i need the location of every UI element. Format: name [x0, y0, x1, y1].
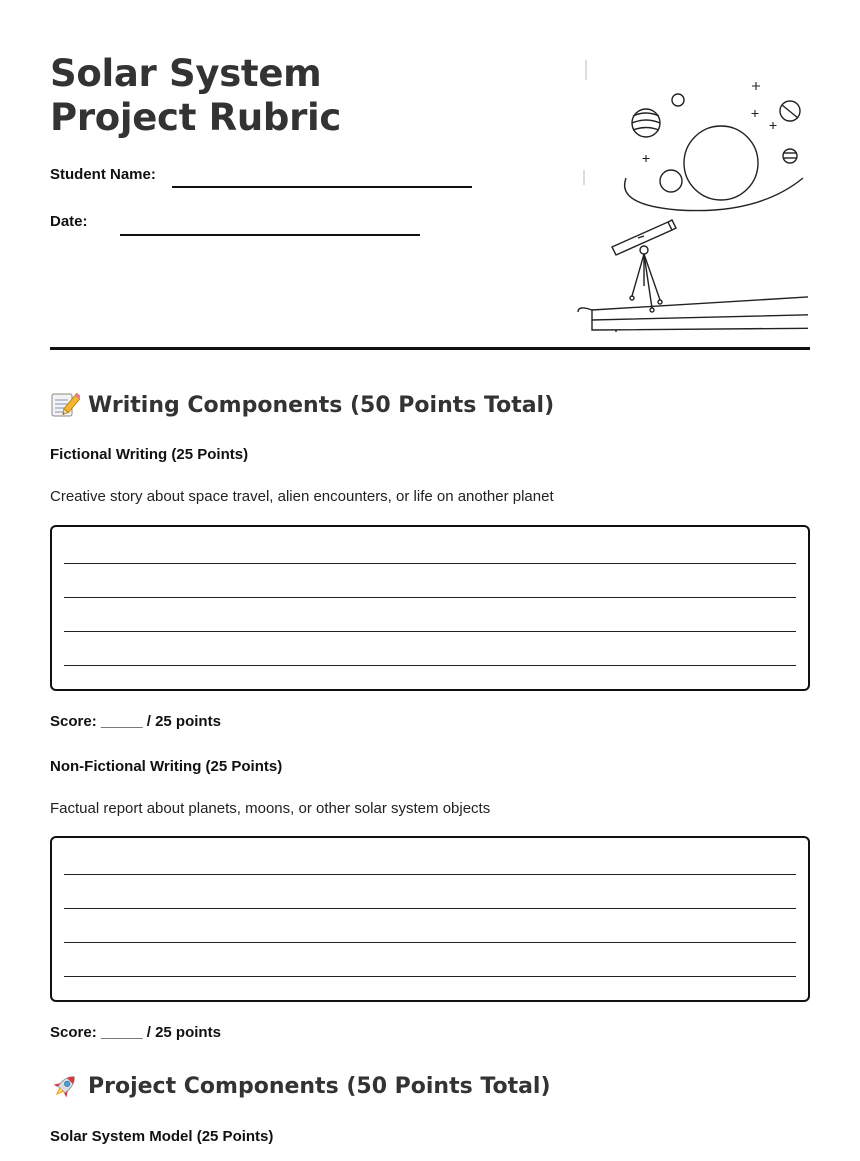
- writing-line: [64, 631, 796, 632]
- writing-line: [64, 665, 796, 666]
- writing-line: [64, 563, 796, 564]
- table-icon: [578, 296, 808, 332]
- student-name-line[interactable]: [172, 186, 472, 188]
- writing-heading-text: Writing Components (50 Points Total): [88, 392, 555, 418]
- date-field: [50, 213, 88, 230]
- telescope-planets-illustration: [528, 50, 808, 332]
- nonfictional-writing-box[interactable]: [50, 836, 810, 1002]
- date-line[interactable]: [120, 234, 420, 236]
- nonfictional-writing-score: Score: _____ / 25 points: [50, 1024, 221, 1041]
- fictional-writing-description: Creative story about space travel, alien encounters, or life on another planet: [50, 488, 554, 505]
- nonfictional-writing-description: Factual report about planets, moons, or other solar system objects: [50, 800, 491, 817]
- rocket-icon: [50, 1071, 80, 1101]
- fictional-writing-box[interactable]: [50, 525, 810, 691]
- project-section-heading: [50, 1071, 551, 1101]
- student-name-label: Student Name:: [50, 166, 156, 183]
- orbit-arc: [625, 178, 803, 211]
- small-planet-icon: [660, 170, 682, 192]
- date-label: Date:: [50, 213, 88, 230]
- writing-line: [64, 908, 796, 909]
- nonfictional-writing-title: Non-Fictional Writing (25 Points): [50, 758, 283, 775]
- header: [50, 0, 810, 350]
- telescope-icon: [612, 220, 676, 312]
- writing-line: [64, 942, 796, 943]
- student-name-field: [50, 166, 156, 183]
- writing-line: [64, 874, 796, 875]
- small-moon-icon: [672, 94, 684, 106]
- solar-system-model-title: Solar System Model (25 Points): [50, 1128, 274, 1145]
- project-heading-text: Project Components (50 Points Total): [88, 1073, 551, 1099]
- writing-section-heading: [50, 390, 554, 420]
- striped-planet-icon: [632, 109, 660, 137]
- writing-line: [64, 597, 796, 598]
- fictional-writing-score: Score: _____ / 25 points: [50, 713, 221, 730]
- memo-pencil-icon: [50, 390, 80, 420]
- fictional-writing-title: Fictional Writing (25 Points): [50, 446, 249, 463]
- writing-line: [64, 976, 796, 977]
- large-planet-icon: [684, 126, 758, 200]
- ringed-planet-icon: [780, 101, 800, 121]
- page-title: Solar System Project Rubric: [50, 52, 342, 139]
- small-striped-planet-icon: [783, 149, 797, 163]
